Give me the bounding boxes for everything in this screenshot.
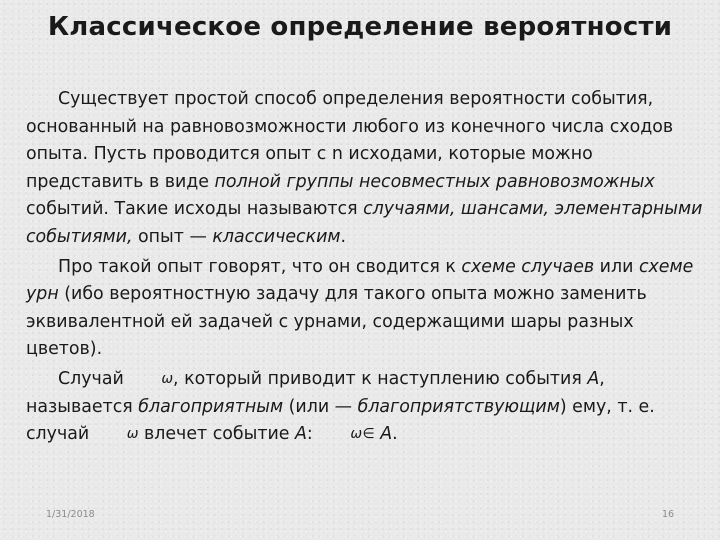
p3-text-9: . [392,424,398,445]
footer-page-number: 16 [662,509,675,520]
omega-in-symbol: ω ∈ [350,426,373,443]
p1-text-3: опыт — [132,226,213,247]
slide-body [26,86,706,449]
p3-text-7: : [306,424,319,445]
p3-italic-4: А [295,424,307,445]
p3-text-6: влечет событие [138,424,296,445]
p1-text-1: Существует простой способ определения вероятности события, основанный на равновозможности любого из конечного числа сходов опыта. Пусть проводится опыт с n исходами, которые можно представить в виде [26,89,674,192]
paragraph-3 [26,366,706,449]
p3-text-2: , который приводит к наступлению события [173,368,588,389]
p3-text-5: ) ему, т. е. случай [26,396,655,445]
omega-symbol-2: ω [126,426,137,443]
p1-text-2: событий. Такие исходы называются [26,199,364,220]
p3-italic-1: А [587,368,600,389]
p3-text-3: , называется [26,368,605,417]
paragraph-2 [26,254,706,364]
footer-date: 1/31/2018 [46,509,95,520]
p3-text-1: Случай [58,368,130,389]
p3-italic-5: А [380,424,393,445]
p2-italic-1: схеме случаев [461,256,595,277]
p3-italic-3: благоприятствующим [357,396,560,417]
p1-italic-1: полной группы несовместных равновозможных [214,171,655,192]
paragraph-1 [26,86,706,252]
p2-text-3: (ибо вероятностную задачу для такого опыта можно заменить эквивалентной ей задачей с урнами, содержащими шары разных цветов). [26,284,647,360]
p3-text-4: (или — [283,396,358,417]
p1-text-4: . [340,226,347,247]
p1-italic-2: случаями, шансами, элементарными событиями, [26,199,703,247]
p2-text-1: Про такой опыт говорят, что он сводится к [58,256,462,277]
p1-italic-3: классическим [212,226,341,247]
p2-text-2: или [594,256,639,277]
p2-italic-2: схеме урн [26,256,694,305]
omega-symbol-1: ω [161,370,172,387]
p3-italic-2: благоприятным [138,396,284,417]
slide-title: Классическое определение вероятности [47,12,673,42]
